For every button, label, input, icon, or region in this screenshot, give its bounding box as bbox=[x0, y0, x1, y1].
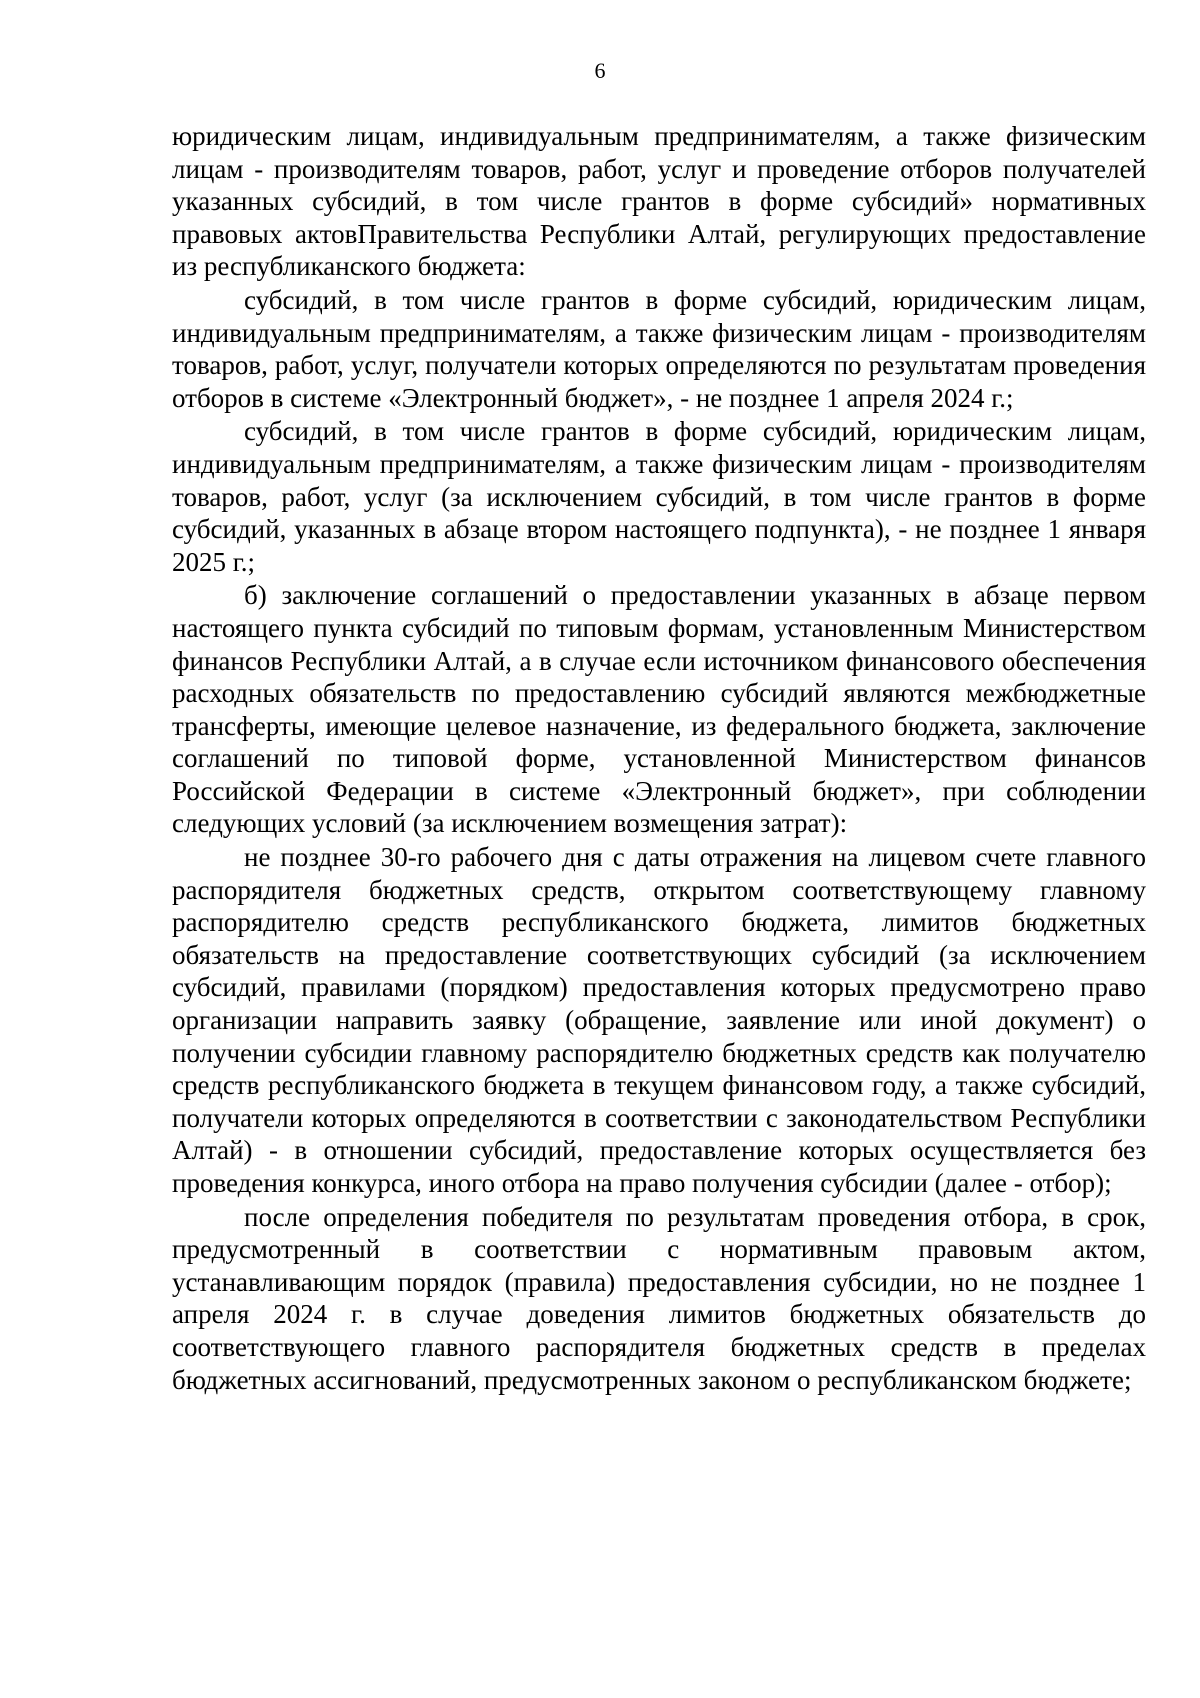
document-body bbox=[172, 120, 1146, 1397]
paragraph-3: субсидий, в том числе грантов в форме субсидий, юридическим лицам, индивидуальным предпринимателям, а также физическим лицам - производителям товаров, работ, услуг (за исключением субсидий, в том числе грантов в форме субсидий, указанных в абзаце втором настоящего подпункта), - не позднее 1 января 2025 г.; bbox=[172, 416, 1146, 577]
paragraph-1: юридическим лицам, индивидуальным предпринимателям, а также физическим лицам - производителям товаров, работ, услуг и проведение отборов получателей указанных субсидий, в том числе грантов в форме субсидий» нормативных правовых актовПравительства Республики Алтай, регулирующих предоставление из республиканского бюджета: bbox=[172, 121, 1146, 282]
paragraph-4: б) заключение соглашений о предоставлении указанных в абзаце первом настоящего пункта субсидий по типовым формам, установленным Министерством финансов Республики Алтай, а в случае если источником финансового обеспечения расходных обязательств по предоставлению субсидий являются межбюджетные трансферты, имеющие целевое назначение, из федерального бюджета, заключение соглашений по типовой форме, установленной Министерством финансов Российской Федерации в системе «Электронный бюджет», при соблюдении следующих условий (за исключением возмещения затрат): bbox=[172, 580, 1146, 839]
page-number: 6 bbox=[594, 58, 606, 83]
paragraph-5: не позднее 30-го рабочего дня с даты отражения на лицевом счете главного распорядителя бюджетных средств, открытом соответствующему главному распорядителю средств республиканского бюджета, лимитов бюджетных обязательств на предоставление соответствующих субсидий (за исключением субсидий, правилами (порядком) предоставления которых предусмотрено право организации направить заявку (обращение, заявление или иной документ) о получении субсидии главному распорядителю бюджетных средств как получателю средств республиканского бюджета в текущем финансовом году, а также субсидий, получатели которых определяются в соответствии с законодательством Республики Алтай) - в отношении субсидий, предоставление которых осуществляется без проведения конкурса, иного отбора на право получения субсидии (далее - отбор); bbox=[172, 842, 1146, 1198]
paragraph-6: после определения победителя по результатам проведения отбора, в срок, предусмотренный в соответствии с нормативным правовым актом, устанавливающим порядок (правила) предоставления субсидии, но не позднее 1 апреля 2024 г. в случае доведения лимитов бюджетных обязательств до соответствующего главного распорядителя бюджетных средств в пределах бюджетных ассигнований, предусмотренных законом о республиканском бюджете; bbox=[172, 1201, 1146, 1395]
paragraph-2: субсидий, в том числе грантов в форме субсидий, юридическим лицам, индивидуальным предпринимателям, а также физическим лицам - производителям товаров, работ, услуг, получатели которых определяются по результатам проведения отборов в системе «Электронный бюджет», - не позднее 1 апреля 2024 г.; bbox=[172, 284, 1146, 413]
